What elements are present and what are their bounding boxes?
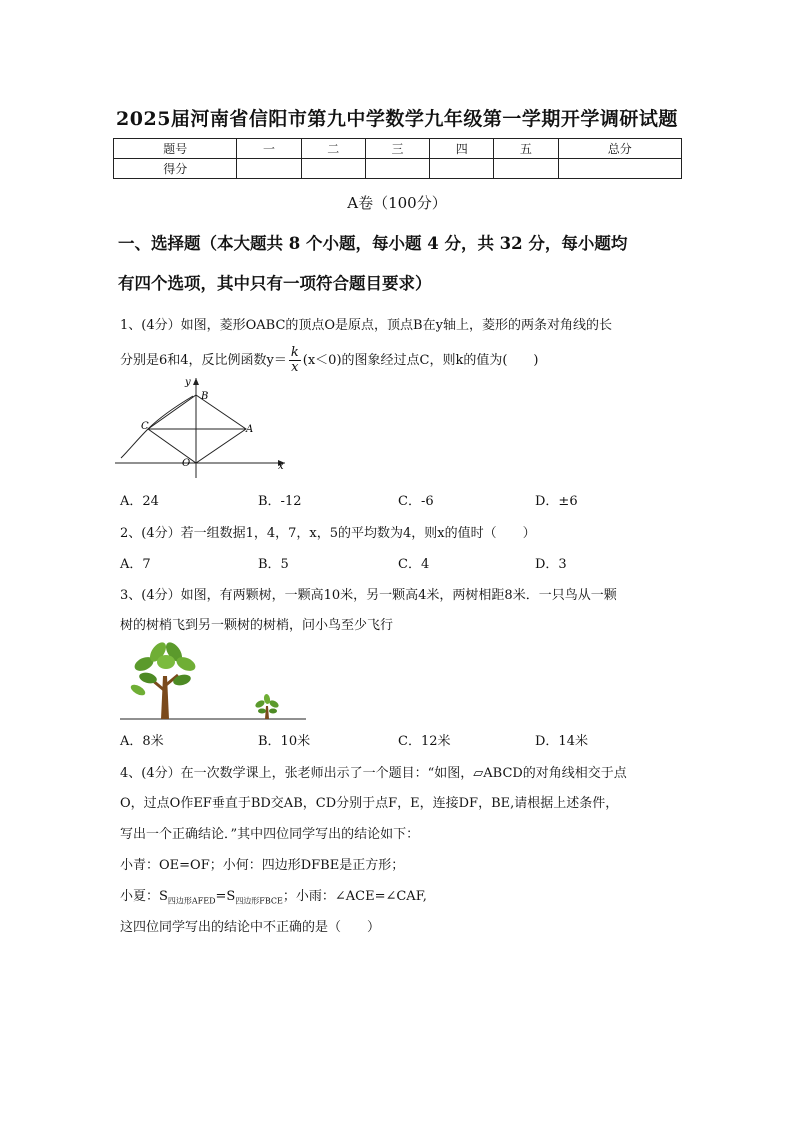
q1-option-b[interactable]: B．-12 bbox=[258, 494, 302, 509]
q1-option-c[interactable]: C．-6 bbox=[398, 494, 434, 509]
exam-title: 2025届河南省信阳市第九中学数学九年级第一学期开学调研试题 bbox=[116, 108, 678, 130]
q3-option-d[interactable]: D．14米 bbox=[535, 734, 588, 749]
q4-line6: 这四位同学写出的结论中不正确的是（ ） bbox=[120, 920, 381, 935]
q1-frac-denominator: x bbox=[291, 360, 299, 375]
q4-line4: 小青：OE=OF；小何：四边形DFBE是正方形； bbox=[120, 858, 405, 873]
label-o: O bbox=[182, 458, 191, 469]
score-cell: 二 bbox=[301, 139, 365, 159]
q4-subscript-fbce: 四边形FBCE bbox=[235, 896, 283, 906]
section-a-heading: A卷（100分） bbox=[347, 194, 447, 212]
q2-option-d[interactable]: D．3 bbox=[535, 557, 567, 572]
q4-line3: 写出一个正确结论．”其中四位同学写出的结论如下： bbox=[120, 827, 420, 842]
score-cell: 总分 bbox=[558, 139, 681, 159]
q1-option-d[interactable]: D．±6 bbox=[535, 494, 578, 509]
score-input-cell[interactable] bbox=[558, 159, 681, 179]
tall-tree-icon bbox=[129, 640, 198, 719]
label-a: A bbox=[246, 424, 254, 435]
q3-option-b[interactable]: B．10米 bbox=[258, 734, 311, 749]
q1-frac-numerator: k bbox=[290, 345, 299, 360]
score-input-cell[interactable] bbox=[365, 159, 429, 179]
q4-line5 bbox=[120, 885, 427, 907]
q4-line5-a: 小夏：S bbox=[120, 889, 168, 904]
score-table-score-row bbox=[114, 159, 682, 179]
q1-option-a[interactable]: A．24 bbox=[120, 494, 159, 509]
q3-option-a[interactable]: A．8米 bbox=[120, 734, 164, 749]
score-input-cell[interactable] bbox=[237, 159, 301, 179]
short-tree-icon bbox=[254, 694, 280, 719]
q3-line1: 3、(4分）如图，有两颗树，一颗高10米，另一颗高4米，两树相距8米．一只鸟从一颗 bbox=[120, 588, 617, 603]
q4-subscript-afed: 四边形AFED bbox=[167, 896, 216, 906]
label-x: x bbox=[278, 461, 284, 472]
label-y: y bbox=[185, 377, 191, 388]
q1-line2 bbox=[120, 346, 539, 375]
q3-trees-figure bbox=[118, 640, 308, 722]
q4-line1: 4、(4分）在一次数学课上，张老师出示了一个题目：“如图，▱ABCD的对角线相交于点 bbox=[120, 766, 627, 781]
score-table bbox=[113, 138, 682, 179]
q4-line5-c: ；小雨：∠ACE=∠CAF, bbox=[282, 889, 427, 904]
q3-line2: 树的树梢飞到另一颗树的树梢，问小鸟至少飞行 bbox=[120, 618, 394, 633]
score-input-cell[interactable] bbox=[494, 159, 558, 179]
part1-heading-line2: 有四个选项，其中只有一项符合题目要求） bbox=[118, 274, 432, 293]
score-cell: 四 bbox=[430, 139, 494, 159]
score-input-cell[interactable] bbox=[430, 159, 494, 179]
q3-option-c[interactable]: C．12米 bbox=[398, 734, 451, 749]
q1-rhombus-figure bbox=[115, 374, 295, 479]
q1-line2-a: 分别是6和4，反比例函数y＝ bbox=[120, 353, 287, 368]
q4-line2: O，过点O作EF垂直于BD交AB，CD分别于点F，E，连接DF，BE,请根据上述条件， bbox=[120, 796, 619, 811]
score-cell: 题号 bbox=[114, 139, 237, 159]
score-cell: 三 bbox=[365, 139, 429, 159]
q2-option-c[interactable]: C．4 bbox=[398, 557, 430, 572]
q2-option-b[interactable]: B．5 bbox=[258, 557, 289, 572]
q4-line5-b: =S bbox=[215, 889, 236, 904]
q1-line1: 1、(4分）如图，菱形OABC的顶点O是原点，顶点B在y轴上，菱形的两条对角线的长 bbox=[120, 318, 612, 333]
q2-option-a[interactable]: A．7 bbox=[120, 557, 151, 572]
score-row-label: 得分 bbox=[114, 159, 237, 179]
score-cell: 一 bbox=[237, 139, 301, 159]
y-axis-arrow-icon bbox=[193, 378, 199, 385]
label-c: C bbox=[141, 421, 149, 432]
q2-line1: 2、(4分）若一组数据1，4，7，x，5的平均数为4，则x的值时（ ） bbox=[120, 526, 536, 541]
score-cell: 五 bbox=[494, 139, 558, 159]
score-table-header-row bbox=[114, 139, 682, 159]
score-input-cell[interactable] bbox=[301, 159, 365, 179]
q1-fraction bbox=[289, 346, 301, 375]
label-b: B bbox=[201, 391, 209, 402]
q1-line2-b: (x＜0)的图象经过点C，则k的值为( ) bbox=[302, 353, 539, 368]
part1-heading-line1: 一、选择题（本大题共 8 个小题，每小题 4 分，共 32 分，每小题均 bbox=[118, 234, 628, 253]
